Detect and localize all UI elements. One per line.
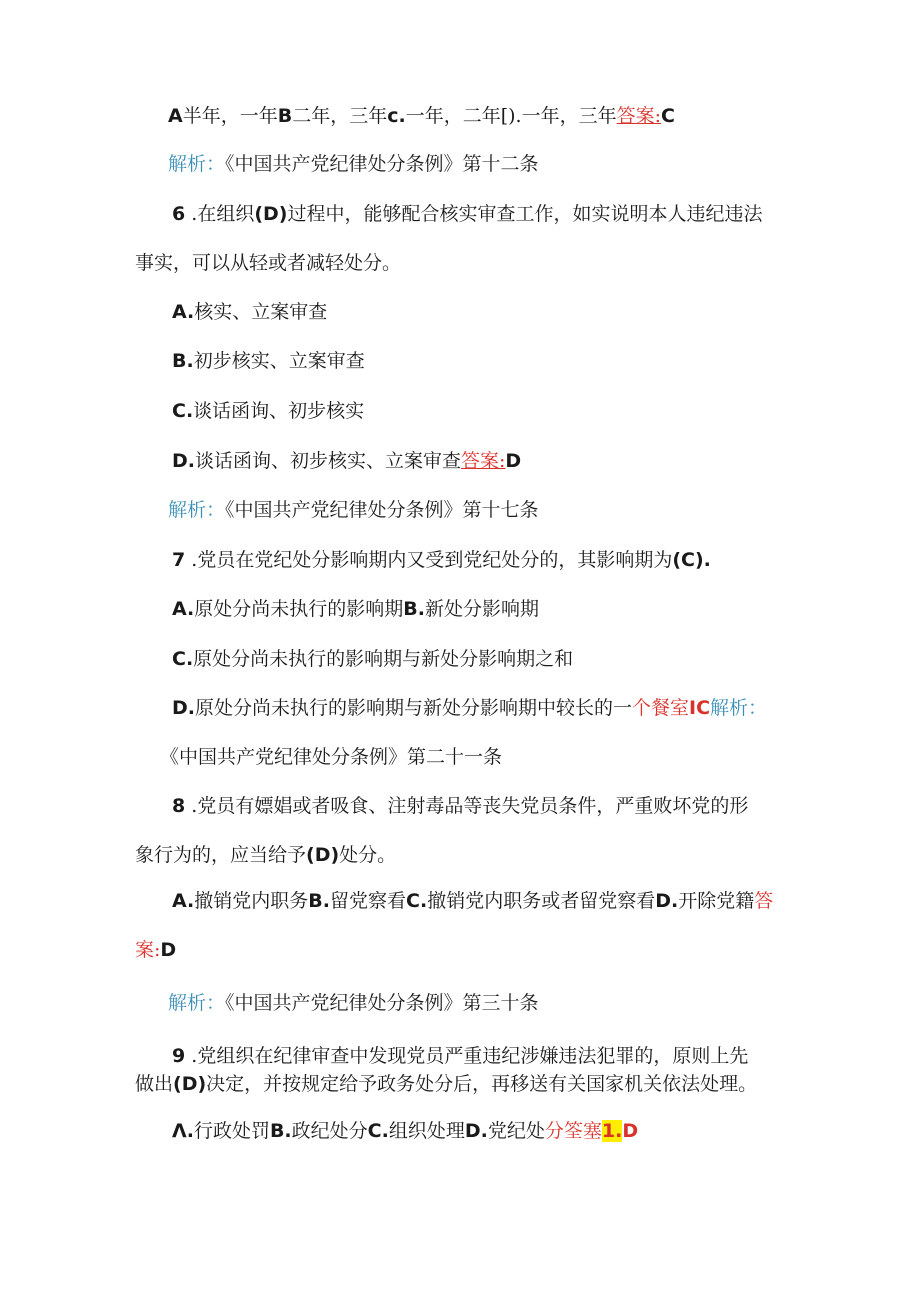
q9-opt-b-label: B. xyxy=(269,1120,292,1142)
q6-opt-b-label: B. xyxy=(172,350,194,372)
analysis-text: 《中国共产党纪律处分条例》第三十条 xyxy=(225,992,539,1014)
q6-answer-value: D xyxy=(505,450,522,472)
q7-analysis xyxy=(160,744,502,770)
q7-answer-label: 个餐室 xyxy=(632,697,690,719)
q9-opt-a-label: Λ. xyxy=(172,1120,194,1142)
q8-mark: (D) xyxy=(306,844,340,866)
q9-question-line2 xyxy=(135,1071,757,1097)
q8-opt-a: 撤销党内职务 xyxy=(194,890,309,912)
q8-answer-label-1: 答 xyxy=(754,890,774,912)
q6-answer-label: 答案: xyxy=(461,450,506,472)
q8-options xyxy=(172,888,773,914)
q9-opt-d-label: D. xyxy=(464,1120,488,1142)
q6-opt-b: 初步核实、立案审查 xyxy=(193,350,365,372)
analysis-label: 解析： xyxy=(710,697,768,719)
q7-opt-c-label: C. xyxy=(172,648,194,670)
q6-number: 6 xyxy=(172,203,186,225)
analysis-label: 解析： xyxy=(168,992,226,1014)
q6-opt-c-label: C. xyxy=(172,400,194,422)
q8-opt-c: 撤销党内职务或者留党察看 xyxy=(427,890,656,912)
q9-text-2: 做出 xyxy=(135,1073,174,1095)
q7-question xyxy=(172,547,711,573)
q9-answer-label: 分筌塞 xyxy=(544,1120,602,1142)
q7-opt-b-label: B. xyxy=(403,598,425,620)
analysis-text: 《中国共产党纪律处分条例》第二十一条 xyxy=(160,746,503,768)
q8-opt-d: 开除党籍 xyxy=(678,890,755,912)
q6-question-line2 xyxy=(135,250,401,276)
q6-opt-d-label: D. xyxy=(172,450,195,472)
q6-text-3: 事实，可以从轻或者减轻处分。 xyxy=(135,252,402,274)
analysis-text: 《中国共产党纪律处分条例》第十二条 xyxy=(225,153,539,175)
q8-text-2: 象行为的，应当给予 xyxy=(135,844,307,866)
q5-analysis xyxy=(168,151,539,177)
q8-number: 8 xyxy=(172,795,186,817)
q9-options xyxy=(172,1118,638,1144)
q8-opt-b-label: B. xyxy=(308,890,330,912)
q7-text-1: .党员在党纪处分影响期内又受到党纪处分的，其影响期为 xyxy=(191,549,673,571)
q7-opt-d-label: D. xyxy=(172,697,195,719)
q6-opt-c: 谈话函询、初步核实 xyxy=(193,400,365,422)
q6-opt-a: 核实、立案审查 xyxy=(194,301,328,323)
q6-analysis xyxy=(168,497,539,523)
q8-question-line2 xyxy=(135,842,396,868)
q9-question xyxy=(172,1043,748,1069)
q8-text-1: .党员有嫖娼或者吸食、注射毒品等丧失党员条件，严重败坏党的形 xyxy=(191,795,749,817)
q8-opt-c-label: C. xyxy=(406,890,428,912)
q9-mark: (D) xyxy=(173,1073,207,1095)
q5-answer-value: C xyxy=(661,105,675,127)
q5-opt-a-label: A xyxy=(168,105,183,127)
q7-opt-b: 新处分影响期 xyxy=(425,598,540,620)
q9-opt-b: 政纪处分 xyxy=(291,1120,368,1142)
q6-mark: (D) xyxy=(254,203,288,225)
q8-text-3: 处分。 xyxy=(339,844,397,866)
analysis-text: 《中国共产党纪律处分条例》第十七条 xyxy=(225,499,539,521)
q7-option-c xyxy=(172,646,573,672)
q7-option-ab xyxy=(172,596,539,622)
analysis-label: 解析： xyxy=(168,499,226,521)
q5-options xyxy=(168,103,675,129)
q8-answer xyxy=(135,937,176,963)
q9-answer-highlight: 1. xyxy=(601,1120,623,1142)
q5-opt-a: 半年，一年 xyxy=(182,105,278,127)
q8-answer-label-2: 案: xyxy=(135,939,161,961)
q6-opt-a-label: A. xyxy=(172,301,195,323)
q5-opt-d-label: [). xyxy=(500,105,522,127)
q8-opt-b: 留党察看 xyxy=(330,890,407,912)
q9-opt-a: 行政处罚 xyxy=(193,1120,270,1142)
q8-opt-a-label: A. xyxy=(172,890,195,912)
q6-opt-d: 谈话函询、初步核实、立案审查 xyxy=(195,450,462,472)
q6-question xyxy=(172,201,762,227)
q7-option-d xyxy=(172,695,767,721)
q5-answer-label: 答案: xyxy=(616,105,662,127)
q9-opt-d: 党纪处 xyxy=(487,1120,545,1142)
q7-number: 7 xyxy=(172,549,186,571)
q5-opt-d: 一年，三年 xyxy=(521,105,617,127)
q8-opt-d-label: D. xyxy=(655,890,679,912)
q6-option-d xyxy=(172,448,521,474)
q6-text-2: 过程中，能够配合核实审查工作，如实说明本人违纪违法 xyxy=(287,203,763,225)
q6-option-a xyxy=(172,299,327,325)
q8-analysis xyxy=(168,990,539,1016)
q8-answer-value: D xyxy=(160,939,177,961)
q7-opt-a-label: A. xyxy=(172,598,195,620)
q9-text-3: 决定，并按规定给予政务处分后，再移送有关国家机关依法处理。 xyxy=(206,1073,758,1095)
q9-answer-value: D xyxy=(622,1120,639,1142)
q6-text-1: .在组织 xyxy=(191,203,255,225)
q5-opt-c: 一年，二年 xyxy=(405,105,501,127)
q9-number: 9 xyxy=(172,1045,186,1067)
analysis-label: 解析： xyxy=(168,153,226,175)
q7-answer-value: IC xyxy=(689,697,711,719)
q8-question xyxy=(172,793,748,819)
q5-opt-b: 二年，三年 xyxy=(292,105,388,127)
q9-text-1: .党组织在纪律审查中发现党员严重违纪涉嫌违法犯罪的，原则上先 xyxy=(191,1045,749,1067)
q5-opt-c-label: c. xyxy=(387,105,406,127)
q9-opt-c: 组织处理 xyxy=(388,1120,465,1142)
q7-opt-c: 原处分尚未执行的影响期与新处分影响期之和 xyxy=(193,648,574,670)
q7-opt-a: 原处分尚未执行的影响期 xyxy=(194,598,404,620)
q5-opt-b-label: B xyxy=(277,105,293,127)
q7-opt-d: 原处分尚未执行的影响期与新处分影响期中较长的一 xyxy=(195,697,633,719)
q6-option-c xyxy=(172,398,364,424)
q9-opt-c-label: C. xyxy=(367,1120,389,1142)
q7-mark: (C). xyxy=(672,549,711,571)
q6-option-b xyxy=(172,348,365,374)
